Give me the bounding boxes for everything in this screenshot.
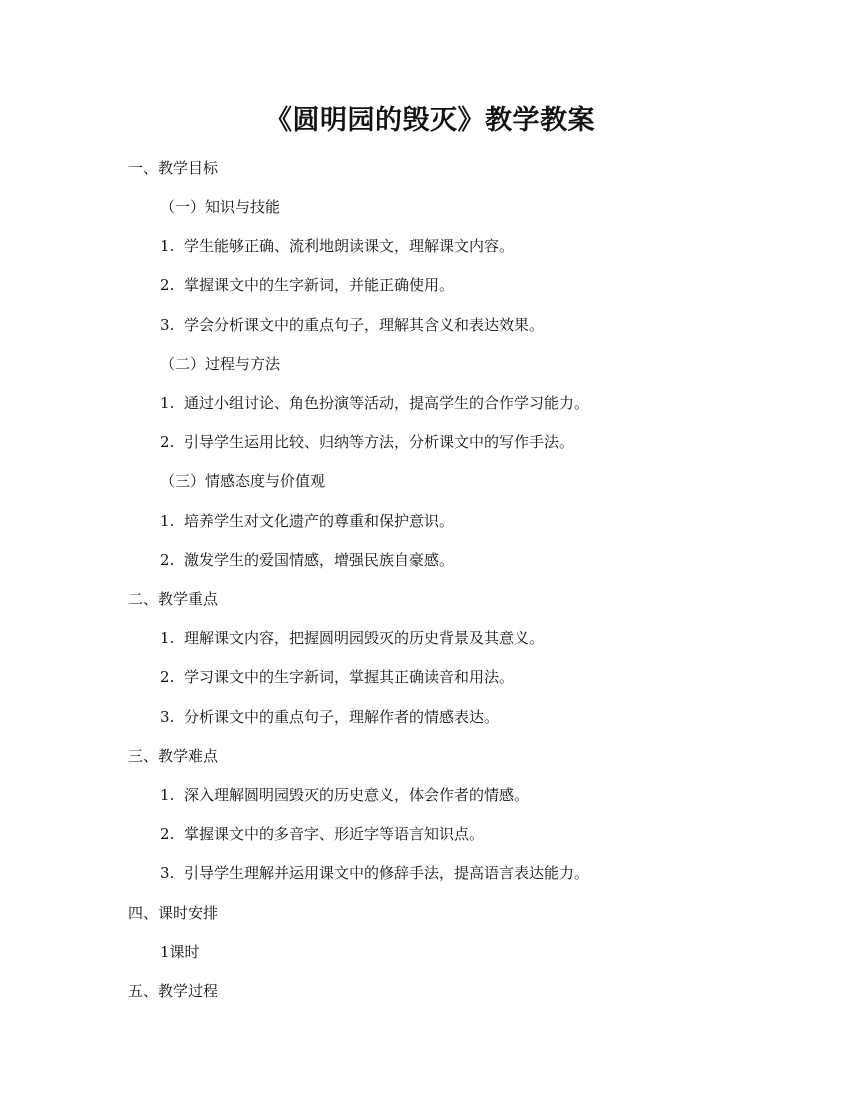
list-item-text: 掌握课文中的生字新词，并能正确使用。 [184,276,455,294]
section-heading: 五、教学过程 [128,982,219,1000]
list-item-number: 2. [160,276,175,294]
section-heading: 四、课时安排 [128,904,219,922]
list-item-text: 分析课文中的重点句子，理解作者的情感表达。 [184,708,500,726]
list-item [160,628,544,648]
subsection-heading: （三）情感态度与价值观 [160,472,326,490]
list-item-number: 1. [160,629,175,647]
list-item-number: 1. [160,237,175,255]
list-item-number: 2. [160,551,175,569]
list-item [160,275,454,295]
list-item-text: 学会分析课文中的重点句子，理解其含义和表达效果。 [184,316,545,334]
list-item [160,236,514,256]
subsection-heading: （一）知识与技能 [160,198,281,216]
list-item [160,393,589,413]
list-item [160,863,589,883]
list-item-text: 掌握课文中的多音字、形近字等语言知识点。 [184,825,485,843]
list-item-number: 1. [160,394,175,412]
list-item-text: 学习课文中的生字新词，掌握其正确读音和用法。 [184,668,515,686]
list-item [160,785,529,805]
list-item [160,667,514,687]
list-item-number: 2. [160,668,175,686]
list-item [160,707,499,727]
list-item-text: 激发学生的爱国情感，增强民族自豪感。 [184,551,455,569]
subsection-heading: （二）过程与方法 [160,355,281,373]
body-text: 1课时 [160,943,200,961]
list-item [160,824,484,844]
list-item-number: 3. [160,708,175,726]
list-item [160,315,544,335]
list-item [160,511,454,531]
list-item [160,432,574,452]
list-item-number: 2. [160,433,175,451]
list-item-text: 培养学生对文化遗产的尊重和保护意识。 [184,512,455,530]
list-item-number: 3. [160,864,175,882]
section-heading: 一、教学目标 [128,159,219,177]
list-item [160,550,454,570]
list-item-text: 理解课文内容，把握圆明园毁灭的历史背景及其意义。 [184,629,545,647]
list-item-number: 1. [160,512,175,530]
list-item-text: 引导学生运用比较、归纳等方法，分析课文中的写作手法。 [184,433,575,451]
list-item-text: 通过小组讨论、角色扮演等活动，提高学生的合作学习能力。 [184,394,590,412]
list-item-text: 深入理解圆明园毁灭的历史意义，体会作者的情感。 [184,786,530,804]
page-title: 《圆明园的毁灭》教学教案 [265,105,595,136]
list-item-number: 1. [160,786,175,804]
list-item-number: 2. [160,825,175,843]
list-item-text: 学生能够正确、流利地朗读课文，理解课文内容。 [184,237,515,255]
section-heading: 三、教学难点 [128,747,219,765]
section-heading: 二、教学重点 [128,590,219,608]
list-item-number: 3. [160,316,175,334]
list-item-text: 引导学生理解并运用课文中的修辞手法，提高语言表达能力。 [184,864,590,882]
